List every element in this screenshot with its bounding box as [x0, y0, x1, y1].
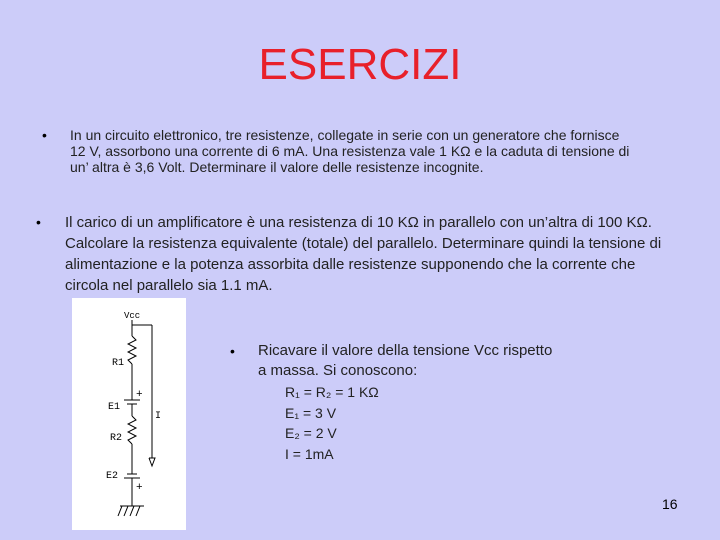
- current-label: I: [155, 411, 162, 422]
- bullet-2: •: [36, 214, 41, 230]
- r2-label: R2: [110, 433, 123, 444]
- e2-label: E2: [106, 471, 119, 482]
- circuit-diagram: [72, 298, 186, 530]
- r1-resistor: [128, 336, 136, 364]
- exercise-3-text: Ricavare il valore della tensione Vcc rispetto a massa. Si conoscono:: [258, 342, 553, 379]
- given-e1-value: E₁ = 3 V: [285, 405, 337, 421]
- r2-resistor: [128, 416, 136, 444]
- e1-plus-label: +: [136, 389, 143, 401]
- given-r-values: R₁ = R₂ = 1 KΩ: [285, 384, 379, 400]
- vcc-label: Vcc: [124, 311, 141, 321]
- r1-label: R1: [112, 358, 125, 369]
- exercise-1-text: In un circuito elettronico, tre resistenze, collegate in serie con un generatore che fornisce 12 V, assorbono una corrente di 6 mA. Una resistenza vale 1 KΩ e la caduta di tensione di un’ altra è 3,6 Volt. Determinare il valore delle resistenze incognite.: [70, 127, 630, 175]
- given-e2-value: E₂ = 2 V: [285, 425, 337, 441]
- e2-plus-label: +: [136, 482, 143, 494]
- page-number: 16: [662, 496, 678, 512]
- exercise-2-text: Il carico di un amplificatore è una resistenza di 10 KΩ in parallelo con un’altra di 100 KΩ. Calcolare la resistenza equivalente (totale) del parallelo. Determinare quindi la tensione di alimentazione e la potenza assorbita dalle resistenze supponendo che la corrente che circola nel parallelo sia 1.1 mA.: [65, 214, 662, 294]
- slide-title: ESERCIZI: [258, 40, 462, 89]
- given-current-value: I = 1mA: [285, 446, 334, 462]
- e1-label: E1: [108, 402, 121, 413]
- current-arrow: [149, 458, 155, 466]
- bullet-1: •: [42, 127, 47, 143]
- bullet-3: •: [230, 343, 235, 359]
